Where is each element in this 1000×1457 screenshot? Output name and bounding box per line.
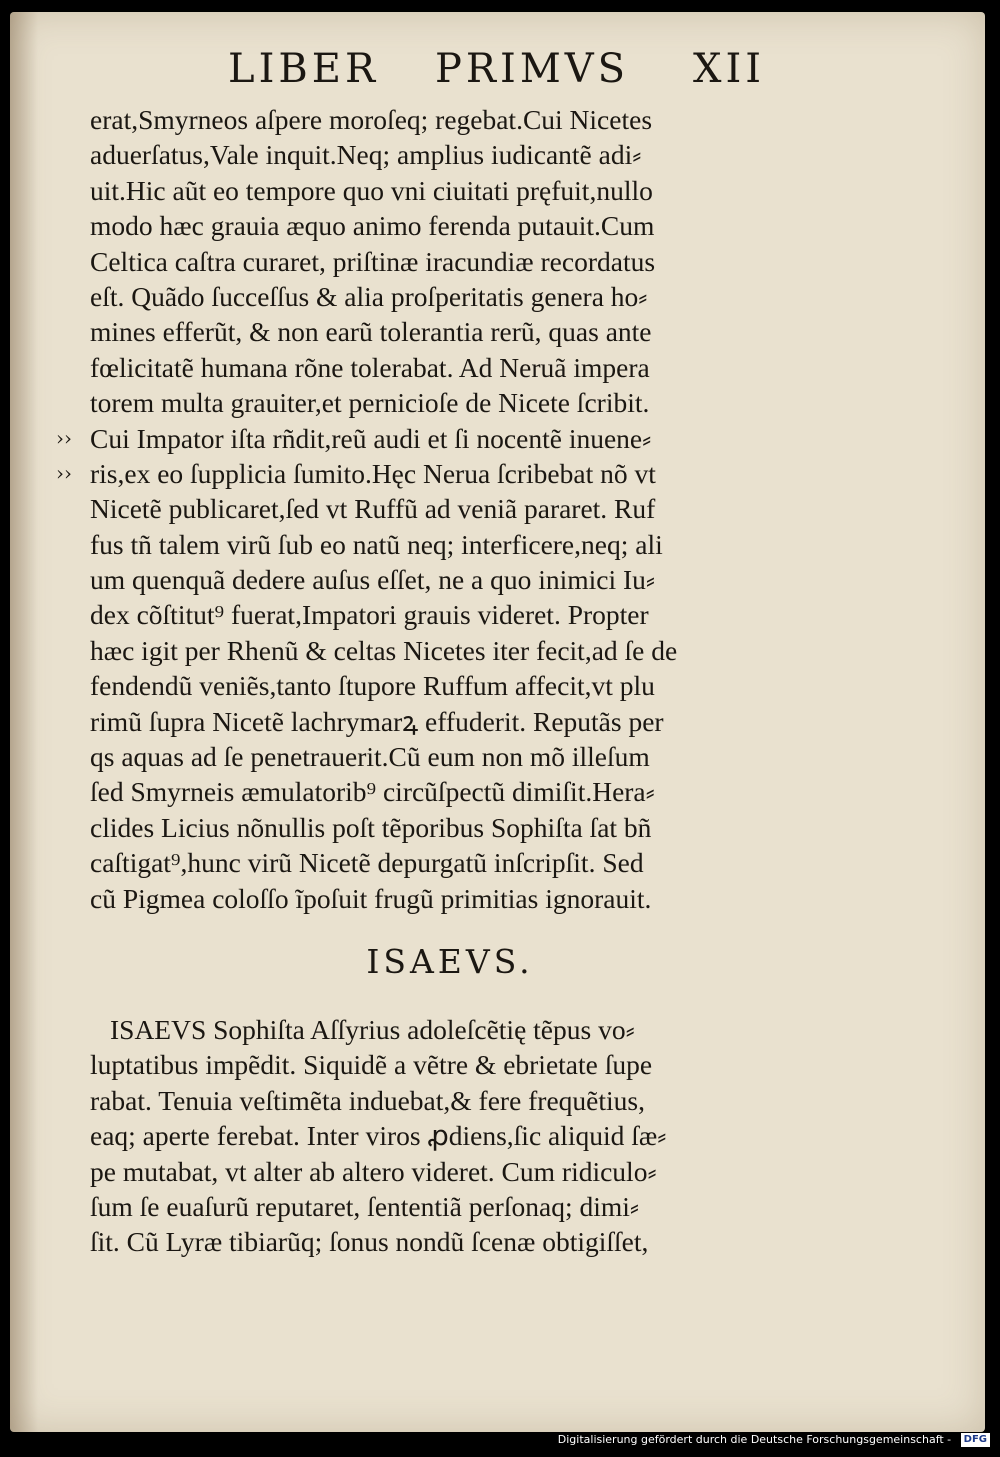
text-line: clides Licius nõnullis poſt tẽporibus Sophiſta ſat bñ	[90, 811, 652, 843]
text-line: caſtigat⁹,hunc virũ Nicetẽ depurgatũ inſcripſit. Sed	[90, 847, 644, 879]
running-head-left: LIBER	[228, 46, 380, 92]
text-line: ISAEVS Sophiſta Aſſyrius adoleſcẽtię tẽpus vo⸗	[110, 1013, 635, 1045]
quote-marker: ››	[56, 425, 72, 450]
running-head	[10, 46, 985, 106]
text-line: luptatibus impẽdit. Siquidẽ a vẽtre & ebrietate ſupe	[90, 1049, 653, 1081]
text-line: rabat. Tenuia veſtimẽta induebat,& fere frequẽtius,	[90, 1084, 645, 1116]
page-number: XII	[693, 46, 766, 92]
text-line: um quenquã dedere auſus eſſet, ne a quo inimici Iu⸗	[90, 564, 656, 596]
text-line: pe mutabat, vt alter ab altero videret. Cum ridiculo⸗	[90, 1155, 657, 1187]
text-line: ſit. Cũ Lyræ tibiarũq; ſonus nondũ ſcenæ obtigiſſet,	[90, 1226, 649, 1258]
text-block	[56, 102, 810, 1260]
text-line: rimũ ſupra Nicetẽ lachrymarꝝ effuderit. Reputãs per	[90, 705, 664, 737]
text-line: ſed Smyrneis æmulatorib⁹ circũſpectũ dimiſit.Hera⸗	[90, 776, 655, 808]
text-line: qs aquas ad ſe penetrauerit.Cũ eum non mõ illeſum	[90, 741, 650, 773]
running-head-center: PRIMVS	[435, 46, 630, 92]
text-line: ſum ſe euaſurũ reputaret, ſententiã perſonaq; dimi⸗	[90, 1190, 640, 1222]
book-page	[10, 12, 985, 1432]
quote-marker: ››	[56, 460, 72, 485]
text-line: erat,Smyrneos aſpere moroſeq; regebat.Cui Nicetes	[90, 104, 653, 135]
text-line: eſt. Quãdo ſucceſſus & alia proſperitatis genera ho⸗	[90, 280, 648, 312]
text-line: torem multa grauiter,et pernicioſe de Nicete ſcribit.	[90, 387, 650, 419]
text-line: uit.Hic aũt eo tempore quo vni ciuitati pręfuit,nullo	[90, 174, 653, 206]
funding-text: Digitalisierung gefördert durch die Deutsche Forschungsgemeinschaft -	[557, 1433, 952, 1446]
text-line-quoted	[56, 456, 810, 491]
text-line: hæc igit per Rhenũ & celtas Nicetes iter fecit,ad ſe de	[90, 634, 678, 666]
funding-notice	[558, 1431, 990, 1449]
spacer	[90, 1002, 810, 1012]
text-line: dex cõſtitut⁹ fuerat,Impatori grauis videret. Propter	[90, 599, 649, 631]
text-line-quoted	[56, 421, 810, 456]
text-line: modo hæc grauia æquo animo ferenda putauit.Cum	[90, 210, 655, 242]
section-heading: ISAEVS.	[366, 941, 534, 981]
text-line: fœlicitatẽ humana rõne tolerabat. Ad Neruã impera	[90, 351, 650, 383]
text-line: eaq; aperte ferebat. Inter viros ꝓdiens,ſic aliquid ſæ⸗	[90, 1120, 667, 1152]
text-line-content: ris,ex eo ſupplicia ſumito.Hęc Nerua ſcribebat nõ vt	[90, 457, 656, 489]
text-line: fendendũ veniẽs,tanto ſtupore Ruffum affecit,vt plu	[90, 670, 655, 702]
text-line: mines efferũt, & non earũ tolerantia rerũ, quas ante	[90, 316, 652, 348]
text-line: Celtica caſtra curaret, priſtinæ iracundiæ recordatus	[90, 245, 656, 277]
text-line: aduerſatus,Vale inquit.Neq; amplius iudicantẽ adi⸗	[90, 139, 642, 171]
dfg-logo: DFG	[961, 1433, 990, 1447]
text-line: Nicetẽ publicaret,ſed vt Ruffũ ad veniã pararet. Ruf	[90, 493, 656, 525]
text-line-content: Cui Impator iſta rñdit,reũ audi et ſi nocentẽ inuene⸗	[90, 422, 652, 454]
text-line: fus tñ talem virũ ſub eo natũ neq; interficere,neq; ali	[90, 528, 663, 560]
text-line: cũ Pigmea coloſſo ĩpoſuit frugũ primitias ignorauit.	[90, 882, 652, 914]
